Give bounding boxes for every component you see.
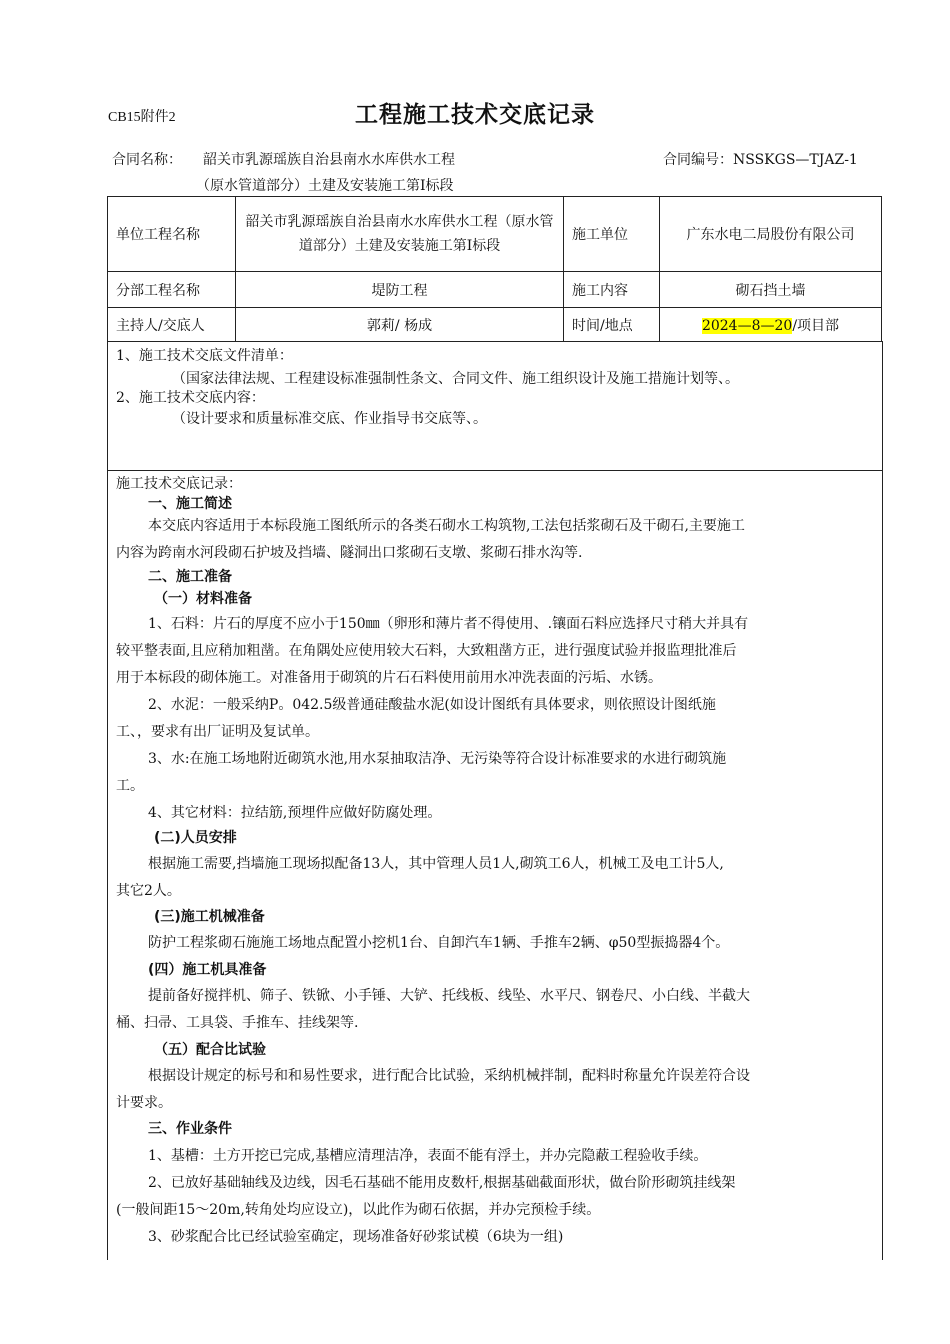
record-heading: 施工技术交底记录： [116, 476, 242, 492]
host-label: 主持人/交底人 [108, 308, 236, 342]
disclosure-content-text: （设计要求和质量标准交底、作业指导书交底等、。 [172, 411, 487, 427]
paragraph-line: 其它2人。 [116, 883, 181, 899]
document-title: 工程施工技术交底记录 [355, 102, 595, 128]
paragraph-line: 计要求。 [116, 1095, 172, 1111]
table-row [108, 197, 882, 272]
location-text: /项目部 [792, 317, 840, 334]
paragraph-line: 本交底内容适用于本标段施工图纸所示的各类石砌水工构筑物,工法包括浆砌石及干砌石,主要施工 [148, 518, 745, 534]
subsection-title: (二)人员安排 [154, 830, 237, 846]
sub-project-value: 堤防工程 [236, 272, 564, 308]
paragraph-line: (一般间距15～20m,转角处均应设立)，以此作为砌石依据，并办完预检手续。 [116, 1202, 601, 1218]
paragraph-line: 工、，要求有出厂证明及复试单。 [116, 724, 319, 740]
paragraph-line: 2、已放好基础轴线及边线，因毛石基础不能用皮数杆,根据基础截面形状，做台阶形砌筑挂线架 [148, 1175, 736, 1191]
table-row [108, 308, 882, 342]
paragraph-line: 1、石料：片石的厚度不应小于150㎜（卵形和薄片者不得使用、.镶面石料应选择尺寸稍大并具有 [148, 616, 749, 632]
paragraph-line: 用于本标段的砌体施工。对准备用于砌筑的片石石料使用前用水冲洗表面的污垢、水锈。 [116, 670, 662, 686]
paragraph-line: 1、基槽：土方开挖已完成,基槽应清理洁净，表面不能有浮土，并办完隐蔽工程验收手续。 [148, 1148, 708, 1164]
paragraph-line: 内容为跨南水河段砌石护坡及挡墙、隧洞出口浆砌石支墩、浆砌石排水沟等. [116, 545, 583, 561]
paragraph-line: 较平整表面,且应稍加粗凿。在角隅处应使用较大石料，大致粗凿方正，进行强度试验并报监理批准后 [116, 643, 737, 659]
document-list-section [107, 341, 883, 471]
time-location-label: 时间/地点 [564, 308, 660, 342]
contract-name-line2: （原水管道部分）土建及安装施工第Ⅰ标段 [196, 178, 454, 194]
project-info-table [107, 196, 882, 342]
paragraph-line: 4、其它材料：拉结筋,预埋件应做好防腐处理。 [148, 805, 442, 821]
contract-name-line1: 韶关市乳源瑶族自治县南水水库供水工程 [203, 152, 455, 168]
paragraph-line: 桶、扫帚、工具袋、手推车、挂线架等. [116, 1015, 359, 1031]
subsection-title: （一）材料准备 [154, 591, 252, 607]
subsection-title: (三)施工机械准备 [154, 909, 265, 925]
contractor-value: 广东水电二局股份有限公司 [660, 197, 882, 272]
paragraph-line: 提前备好搅拌机、筛子、铁锨、小手锤、大铲、托线板、线坠、水平尺、钢卷尺、小白线、半截大 [148, 988, 750, 1004]
contract-number: 合同编号：NSSKGS—TJAZ-1 [663, 152, 858, 168]
subsection-title: (四）施工机具准备 [148, 962, 267, 978]
paragraph-line: 根据设计规定的标号和和易性要求，进行配合比试验，采纳机械拌制，配料时称量允许误差符合设 [148, 1068, 750, 1084]
files-list-content: （国家法律法规、工程建设标准强制性条文、合同文件、施工组织设计及施工措施计划等、。 [172, 371, 739, 387]
section-title: 三、作业条件 [148, 1121, 232, 1137]
paragraph-line: 3、水:在施工场地附近砌筑水池,用水泵抽取洁净、无污染等符合设计标准要求的水进行砌筑施 [148, 751, 727, 767]
content-value: 砌石挡土墙 [660, 272, 882, 308]
unit-project-label: 单位工程名称 [108, 197, 236, 272]
disclosure-record-section [107, 470, 883, 1260]
section-title: 二、施工准备 [148, 569, 232, 585]
contract-name-label: 合同名称： [112, 152, 182, 168]
paragraph-line: 工。 [116, 778, 144, 794]
sub-project-label: 分部工程名称 [108, 272, 236, 308]
section-title: 一、施工简述 [148, 496, 232, 512]
form-code: CB15附件2 [108, 110, 176, 125]
disclosure-content-heading: 2、施工技术交底内容： [116, 390, 265, 406]
date-highlight: 2024—8—20 [701, 317, 793, 334]
files-list-heading: 1、施工技术交底文件清单： [116, 348, 293, 364]
contractor-label: 施工单位 [564, 197, 660, 272]
paragraph-line: 防护工程浆砌石施施工场地点配置小挖机1台、自卸汽车1辆、手推车2辆、φ50型振捣器4个。 [148, 935, 730, 951]
paragraph-line: 2、水泥：一般采纳P。042.5级普通硅酸盐水泥(如设计图纸有具体要求，则依照设计图纸施 [148, 697, 716, 713]
unit-project-value: 韶关市乳源瑶族自治县南水水库供水工程（原水管道部分）土建及安装施工第Ⅰ标段 [236, 197, 564, 272]
table-row [108, 272, 882, 308]
time-location-value [660, 308, 882, 342]
paragraph-line: 根据施工需要,挡墙施工现场拟配备13人，其中管理人员1人,砌筑工6人，机械工及电工计5人, [148, 856, 724, 872]
host-value: 郭莉/ 杨成 [236, 308, 564, 342]
content-label: 施工内容 [564, 272, 660, 308]
subsection-title: （五）配合比试验 [154, 1042, 266, 1058]
paragraph-line: 3、砂浆配合比已经试验室确定，现场准备好砂浆试模（6块为一组) [148, 1229, 564, 1245]
